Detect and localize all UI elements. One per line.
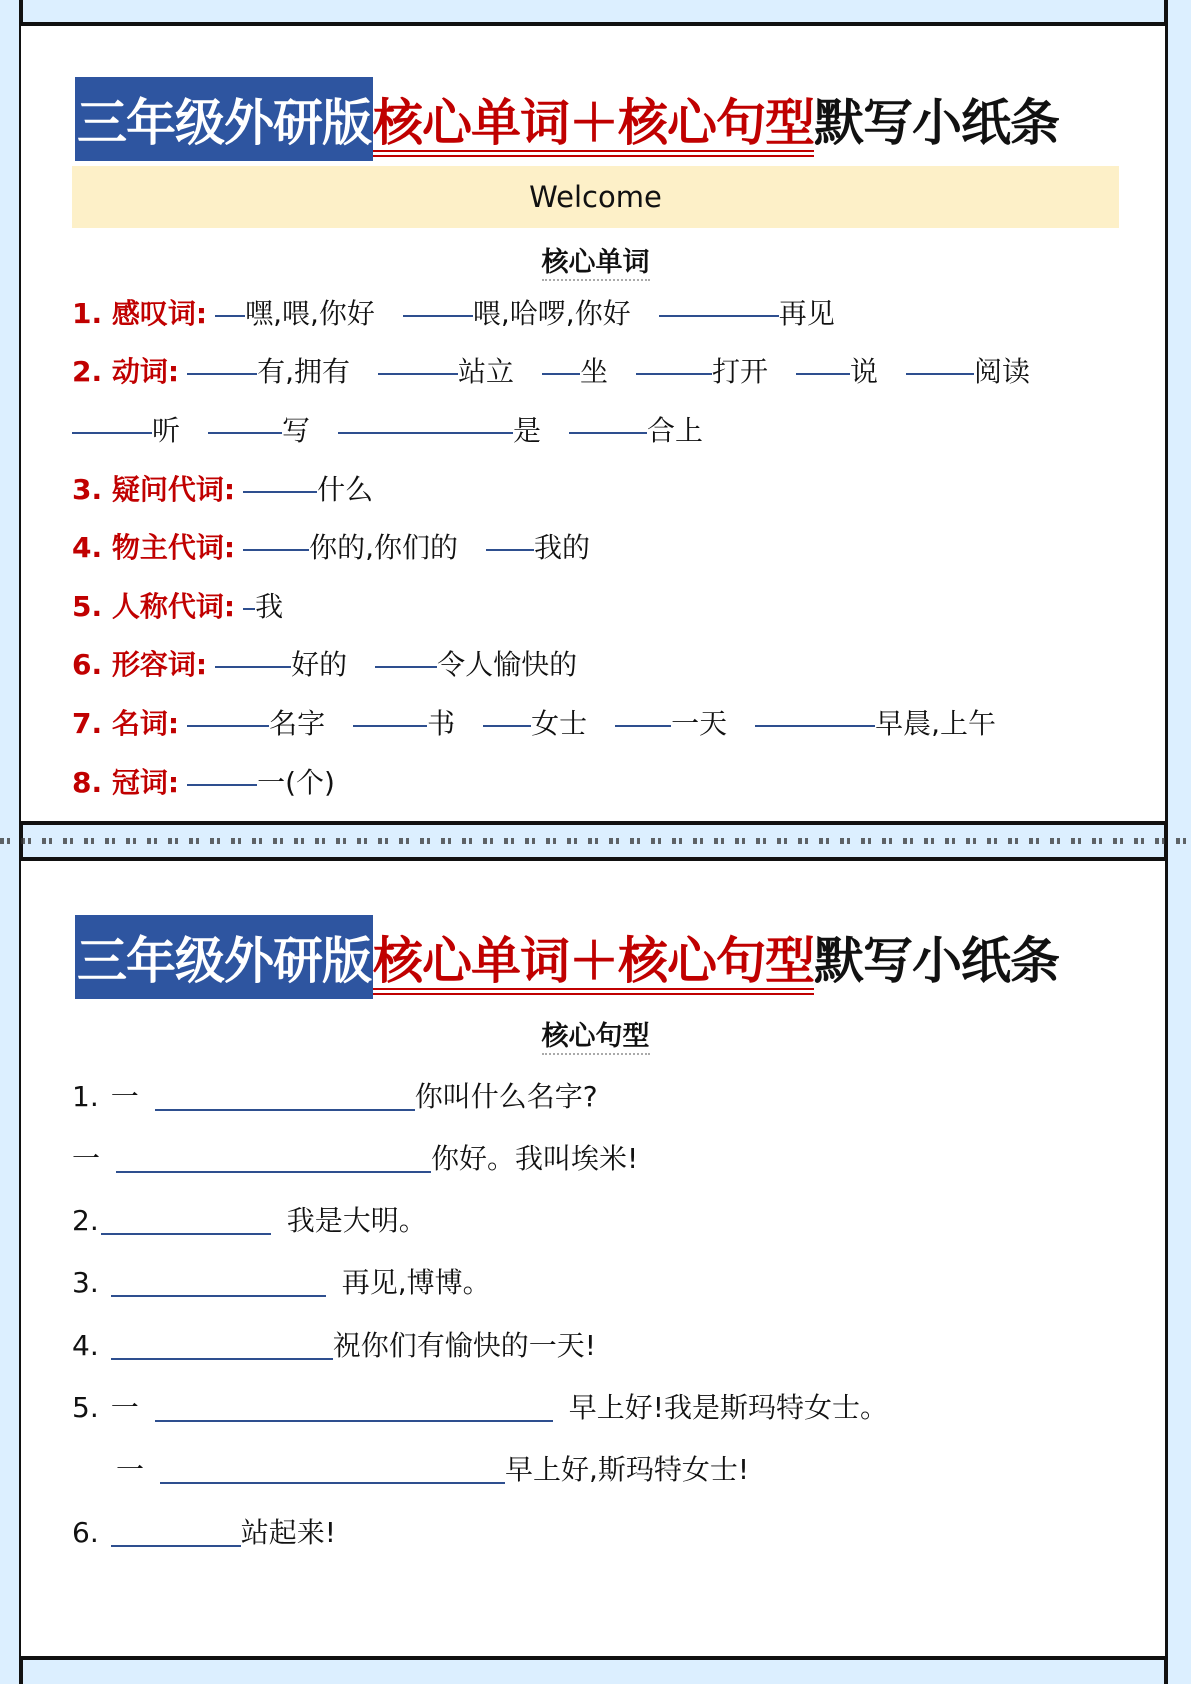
chinese-meaning: 我 [255,590,284,623]
sentence-row [72,1201,427,1241]
fill-in-blank[interactable] [116,1141,431,1173]
fill-in-blank[interactable] [338,402,513,434]
vocab-row [72,704,996,744]
title-topic-segment: 核心单词＋核心句型 [373,915,814,999]
fill-in-blank[interactable] [111,1515,241,1547]
sentence-number: 6. [72,1516,99,1549]
sentence-row [116,1450,749,1490]
chinese-meaning: 令人愉快的 [437,648,578,681]
fill-in-blank[interactable] [569,402,647,434]
vocab-row [72,352,1030,392]
dialogue-dash: 一 [110,1080,139,1113]
vocab-row [72,645,577,685]
fill-in-blank[interactable] [353,695,427,727]
vocab-row [72,528,590,568]
part-of-speech-label: 6. 形容词: [72,648,208,681]
part-of-speech-label: 2. 动词: [72,355,180,388]
vocab-item [483,695,587,744]
vocab-item [338,402,541,451]
fill-in-blank[interactable] [483,695,531,727]
sentence-row [72,1077,598,1117]
vocab-item [187,754,335,803]
fill-in-blank[interactable] [155,1079,415,1111]
chinese-meaning: 阅读 [974,355,1031,388]
fill-in-blank[interactable] [615,695,671,727]
vocab-item [208,402,310,451]
vocab-item [72,402,180,451]
sentence-number: 5. [72,1391,99,1424]
dialogue-dash: 一 [72,1142,101,1175]
chinese-meaning: 一(个) [257,766,335,799]
sentence-row [72,1263,491,1303]
unit-band [72,166,1119,228]
chinese-meaning: 女士 [531,707,588,740]
chinese-meaning: 是 [513,414,542,447]
fill-in-blank[interactable] [215,285,245,317]
fill-in-blank[interactable] [542,343,580,375]
vocab-item [796,343,878,392]
vocab-row [72,294,835,334]
chinese-meaning: 你的,你们的 [309,531,458,564]
vocab-row [72,411,703,451]
vocab-item [187,695,325,744]
vocab-item [403,285,631,334]
fill-in-blank[interactable] [160,1452,505,1484]
chinese-meaning: 好的 [291,648,348,681]
fill-in-blank[interactable] [403,285,473,317]
fill-in-blank[interactable] [72,402,152,434]
vocab-row [72,587,283,627]
fill-in-blank[interactable] [243,461,317,493]
part-of-speech-label: 8. 冠词: [72,766,180,799]
sentence-meaning: 你好。我叫埃米! [431,1142,639,1175]
vocab-item [243,461,373,510]
fill-in-blank[interactable] [111,1328,333,1360]
cut-line-separator [0,838,1191,844]
vocab-row [72,470,373,510]
vocab-item [486,519,590,568]
fill-in-blank[interactable] [243,578,255,610]
fill-in-blank[interactable] [187,754,257,786]
sentence-number: 3. [72,1266,99,1299]
sentence-meaning: 站起来! [240,1516,336,1549]
title-topic-segment: 核心单词＋核心句型 [373,77,814,161]
sentence-row [72,1139,638,1179]
fill-in-blank[interactable] [187,695,269,727]
chinese-meaning: 说 [850,355,879,388]
part-of-speech-label: 4. 物主代词: [72,531,236,564]
vocab-item [636,343,768,392]
vocab-item [375,636,577,685]
sentence-meaning: 祝你们有愉快的一天! [332,1329,596,1362]
vocab-item [542,343,608,392]
fill-in-blank[interactable] [111,1265,326,1297]
chinese-meaning: 什么 [317,473,374,506]
chinese-meaning: 嘿,喂,你好 [245,297,375,330]
fill-in-blank[interactable] [378,343,458,375]
vocab-item [353,695,455,744]
chinese-meaning: 再见 [778,297,835,330]
fill-in-blank[interactable] [243,519,309,551]
vocab-item [755,695,996,744]
chinese-meaning: 一天 [671,707,728,740]
vocab-item [215,636,347,685]
fill-in-blank[interactable] [187,343,257,375]
title-grade-segment: 三年级外研版 [75,77,373,161]
sentence-meaning: 早上好,斯玛特女士! [505,1453,750,1486]
sentence-meaning: 我是大明。 [286,1204,427,1237]
sentence-row [72,1513,336,1553]
fill-in-blank[interactable] [101,1203,271,1235]
chinese-meaning: 我的 [533,531,590,564]
vocab-item [906,343,1030,392]
vocab-item [378,343,514,392]
fill-in-blank[interactable] [796,343,850,375]
fill-in-blank[interactable] [755,695,875,727]
part-of-speech-label: 1. 感叹词: [72,297,208,330]
vocab-item [659,285,835,334]
vocab-item [243,578,283,627]
chinese-meaning: 合上 [647,414,704,447]
chinese-meaning: 早晨,上午 [875,707,997,740]
fill-in-blank[interactable] [636,343,712,375]
sentence-meaning: 再见,博博。 [341,1266,491,1299]
sentence-meaning: 你叫什么名字? [414,1080,598,1113]
fill-in-blank[interactable] [375,636,437,668]
card2-title [75,915,1059,999]
section-heading-sentences: 核心句型 [0,1014,1191,1053]
chinese-meaning: 喂,哈啰,你好 [472,297,631,330]
title-type-segment: 默写小纸条 [814,932,1059,990]
vocab-row [72,763,335,803]
title-grade-segment: 三年级外研版 [75,915,373,999]
vocab-item [569,402,703,451]
chinese-meaning: 有,拥有 [257,355,350,388]
unit-band-label: Welcome [529,180,662,214]
chinese-meaning: 打开 [712,355,769,388]
sentence-number: 2. [72,1204,99,1237]
chinese-meaning: 写 [282,414,311,447]
part-of-speech-label: 3. 疑问代词: [72,473,236,506]
part-of-speech-label: 7. 名词: [72,707,180,740]
chinese-meaning: 站立 [457,355,514,388]
vocab-item [243,519,458,568]
dialogue-dash: 一 [110,1391,139,1424]
part-of-speech-label: 5. 人称代词: [72,590,236,623]
vocab-item [615,695,727,744]
title-type-segment: 默写小纸条 [814,94,1059,152]
fill-in-blank[interactable] [486,519,534,551]
fill-in-blank[interactable] [155,1390,553,1422]
chinese-meaning: 书 [427,707,456,740]
sentence-number: 4. [72,1329,99,1362]
fill-in-blank[interactable] [215,636,291,668]
card1-title [75,77,1059,161]
sentence-row [72,1326,596,1366]
fill-in-blank[interactable] [906,343,974,375]
dialogue-dash: 一 [116,1453,145,1486]
vocab-item [215,285,375,334]
vocab-item [187,343,350,392]
section-heading-vocabulary: 核心单词 [0,240,1191,279]
chinese-meaning: 听 [152,414,181,447]
sentence-number: 1. [72,1080,99,1113]
sentence-row [72,1388,888,1428]
chinese-meaning: 名字 [269,707,326,740]
fill-in-blank[interactable] [208,402,282,434]
fill-in-blank[interactable] [659,285,779,317]
chinese-meaning: 坐 [580,355,609,388]
sentence-meaning: 早上好!我是斯玛特女士。 [568,1391,888,1424]
